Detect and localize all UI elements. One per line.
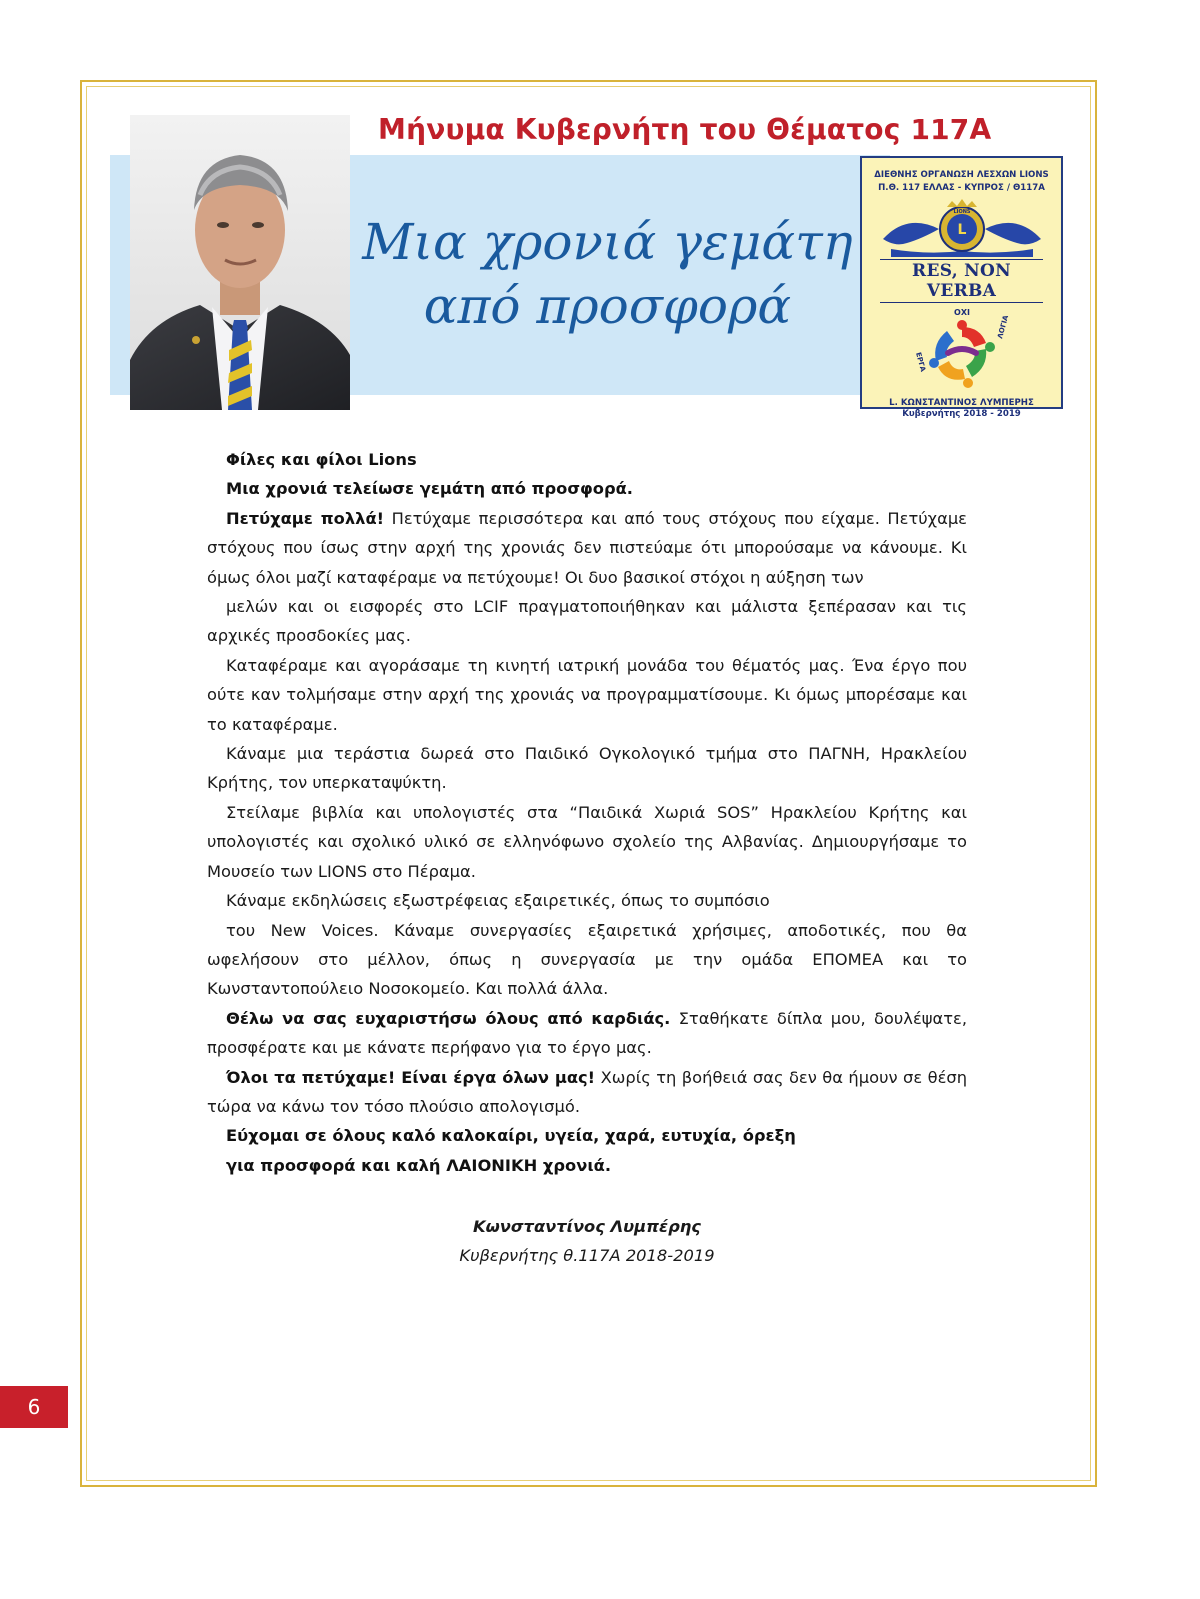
badge-governor-name: L. ΚΩΝΣΤΑΝΤΙΝΟΣ ΛΥΜΠΕΡΗΣ [889, 398, 1034, 408]
svg-text:L: L [957, 222, 966, 238]
page-number: 6 [0, 1386, 68, 1428]
letter-paragraph: Στείλαμε βιβλία και υπολογιστές στα “Παιδικά Χωριά SOS” Ηρακλείου Κρήτης και υπολογιστές και σχολικό υλικό σε ελληνόφωνο σχολείο της Αλβανίας. Δημιουργήσαμε το Μουσείο των LIONS στο Πέραμα. [207, 802, 967, 881]
governor-photo [130, 115, 350, 410]
signature-name: Κωνσταντίνος Λυμπέρης [473, 1217, 701, 1236]
section-title: Μήνυμα Κυβερνήτη του Θέματος 117Α [378, 113, 992, 146]
emblem-label: LIONS [952, 209, 971, 215]
letter-paragraph: Πετύχαμε πολλά! Πετύχαμε περισσότερα και από τους στόχους που είχαμε. Πετύχαμε στόχους που ίσως στην αρχή της χρονιάς δεν πιστεύαμε ότι μπορούσαμε να κάνουμε. Κι όμως όλοι μαζί καταφέραμε να πετύχουμε! Οι δυο βασικοί στόχοι η αύξηση των [207, 508, 967, 587]
headline-line-1: Μια χρονιά γεμάτη [362, 213, 853, 271]
ring-left-label: ΕΡΓΑ [913, 351, 927, 373]
badge-org-line-2: Π.Θ. 117 ΕΛΛΑΣ - ΚΥΠΡΟΣ / Θ117Α [878, 183, 1045, 193]
ring-top-label: ΟΧΙ [953, 308, 970, 317]
badge-motto: RES, NON VERBA [880, 259, 1043, 303]
lions-emblem-icon [877, 199, 1047, 261]
letter-intro: Μια χρονιά τελείωσε γεμάτη από προσφορά. [226, 479, 633, 499]
letter-paragraph: Όλοι τα πετύχαμε! Είναι έργα όλων μας! Χωρίς τη βοήθειά σας δεν θα ήμουν σε θέση τώρα να κάνω τον τόσο πλούσιο απολογισμό. [207, 1067, 968, 1116]
letter-body [207, 445, 967, 1180]
letter-wish: Εύχομαι σε όλους καλό καλοκαίρι, υγεία, χαρά, ευτυχία, όρεξη [226, 1126, 796, 1146]
badge-governor-term: Κυβερνήτης 2018 - 2019 [902, 409, 1021, 419]
lions-badge [860, 156, 1063, 419]
signature-role: Κυβερνήτης θ.117Α 2018-2019 [459, 1246, 715, 1265]
letter-greeting: Φίλες και φίλοι Lions [226, 450, 417, 469]
article-headline [360, 210, 855, 338]
signature-block [207, 1212, 967, 1270]
works-not-words-ring-icon [902, 305, 1022, 397]
badge-org-line-1: ΔΙΕΘΝΗΣ ΟΡΓΑΝΩΣΗ ΛΕΣΧΩΝ LIONS [874, 170, 1049, 180]
letter-paragraph: Θέλω να σας ευχαριστήσω όλους από καρδιάς. Σταθήκατε δίπλα μου, δουλέψατε, προσφέρατε και με κάνατε περήφανο για το έργο μας. [207, 1008, 967, 1058]
headline-line-2: από προσφορά [423, 277, 792, 335]
letter-paragraph: Κάναμε μια τεράστια δωρεά στο Παιδικό Ογκολογικό τμήμα στο ΠΑΓΝΗ, Ηρακλείου Κρήτης, τον υπερκαταψύκτη. [207, 744, 967, 793]
letter-paragraph: μελών και οι εισφορές στο LCIF πραγματοποιήθηκαν και μάλιστα ξεπέρασαν και τις αρχικές προσδοκίες μας. [207, 597, 967, 646]
badge-org-text [862, 169, 1061, 195]
ring-right-label: ΛΟΓΙΑ [995, 314, 1010, 340]
governor-portrait-image [130, 115, 350, 410]
letter-paragraph: Καταφέραμε και αγοράσαμε τη κινητή ιατρική μονάδα του θέματός μας. Ένα έργο που ούτε καν τολμήσαμε στην αρχή της χρονιάς να προγραμματίσουμε. Κι όμως μπορέσαμε και το καταφέραμε. [207, 655, 967, 734]
letter-wish: για προσφορά και καλή ΛΑΙΟΝΙΚΗ χρονιά. [226, 1155, 612, 1175]
letter-paragraph: του New Voices. Κάναμε συνεργασίες εξαιρετικά χρήσιμες, αποδοτικές, που θα ωφελήσουν στο μέλλον, όπως η συνεργασία με την ομάδα ΕΠΟΜΕΑ και το Κωνσταντοπούλειο Νοσοκομείο. Και πολλά άλλα. [207, 920, 967, 999]
letter-paragraph: Κάναμε εκδηλώσεις εξωστρέφειας εξαιρετικές, όπως το συμπόσιο [226, 891, 770, 911]
